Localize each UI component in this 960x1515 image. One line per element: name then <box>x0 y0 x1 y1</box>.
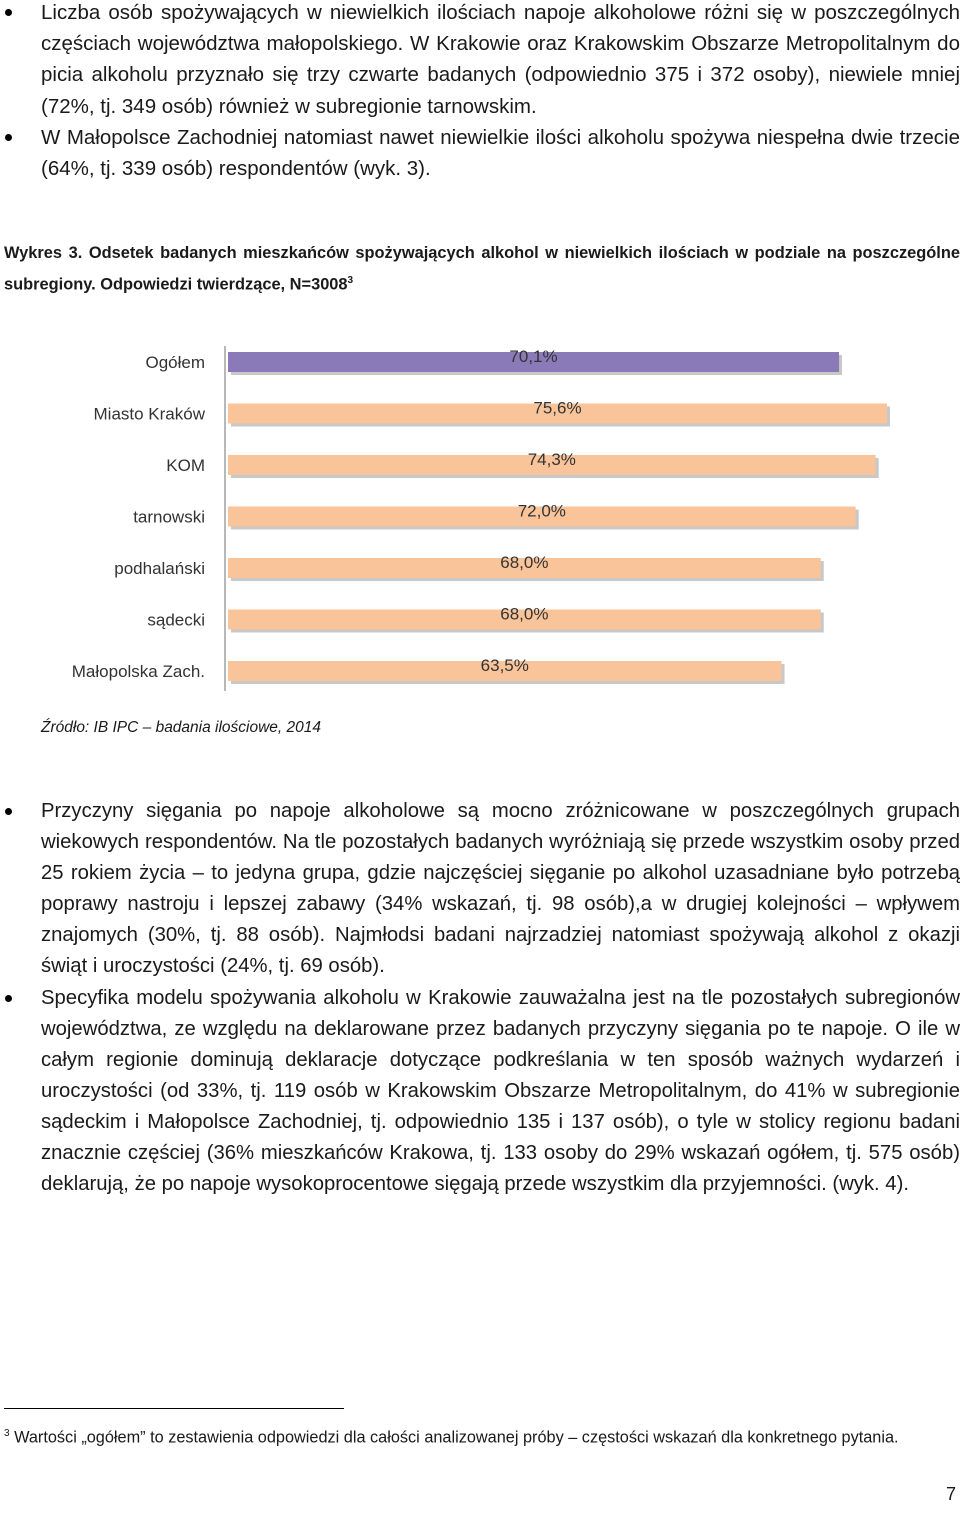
data-label: 70,1% <box>509 347 558 366</box>
data-label: 72,0% <box>517 501 566 521</box>
category-label: tarnowski <box>133 507 205 527</box>
category-label: Małopolska Zach. <box>71 662 205 681</box>
data-label: 68,0% <box>500 604 549 624</box>
top-bullet-list <box>0 0 960 184</box>
bullet-text: Specyfika modelu spożywania alkoholu w Krakowie zauważalna jest na tle pozostałych subregionów województwa, ze względu na deklarowane przez badanych przyczyny sięgania po te napoje. O ile w całym regionie dominują deklaracje dotyczące podkreślania w ten sposób ważnych wydarzeń i uroczystości (od 33%, tj. 119 osób w Krakowskim Obszarze Metropolitalnym, do 41% w subregionie sądeckim i Małopolsce Zachodniej, tj. odpowiednio 135 i 137 osób), o tyle w stolicy regionu badani znacznie częściej (36% mieszkańców Krakowa, tj. 133 osoby do 29% wskazań ogółem, tj. 575 osób) deklarują, że po napoje wysokoprocentowe sięgają przede wszystkim dla przyjemności. (wyk. 4). <box>41 986 960 1196</box>
data-label: 75,6% <box>533 398 582 418</box>
bar-chart <box>0 330 960 700</box>
page-number: 7 <box>945 1484 956 1504</box>
bullet-item <box>0 0 960 122</box>
chart-caption <box>4 240 960 298</box>
category-label: Ogółem <box>145 353 205 372</box>
footnote-number: 3 <box>4 1428 10 1439</box>
caption-text: Wykres 3. Odsetek badanych mieszkańców spożywających alkohol w niewielkich ilościach w podziale na poszczególne subregiony. Odpowiedzi twierdzące, N=3008 <box>4 244 960 294</box>
bullet-text: Liczba osób spożywających w niewielkich ilościach napoje alkoholowe różni się w poszczególnych częściach województwa małopolskiego. W Krakowie oraz Krakowskim Obszarze Metropolitalnym do picia alkoholu przyznało się trzy czwarte badanych (odpowiednio 375 i 372 osoby), niewiele mniej (72%, tj. 349 osób) również w subregionie tarnowskim. <box>41 1 960 118</box>
bullet-item <box>0 983 960 1201</box>
bottom-bullet-list <box>0 796 960 1200</box>
footnote-ref: 3 <box>347 275 354 286</box>
source-note: Źródło: IB IPC – badania ilościowe, 2014 <box>41 719 322 736</box>
footnote-text: Wartości „ogółem” to zestawienia odpowiedzi dla całości analizowanej próby – częstości wskazań dla konkretnego pytania. <box>14 1428 899 1447</box>
category-label: podhalański <box>114 559 205 578</box>
bullet-text: Przyczyny sięgania po napoje alkoholowe są mocno zróżnicowane w poszczególnych grupach wiekowych respondentów. Na tle pozostałych badanych wyróżniają się przede wszystkim osoby przed 25 rokiem życia – to jedyna grupa, gdzie najczęściej sięganie po alkohol uzasadniane było potrzebą poprawy nastroju i lepszej zabawy (34% wskazań, tj. 98 osób),a w drugiej kolejności – wpływem znajomych (30%, tj. 88 osób). Najmłodsi badani najrzadziej natomiast spożywają alkohol z okazji świąt i uroczystości (24%, tj. 69 osób). <box>41 800 960 978</box>
category-label: sądecki <box>147 610 205 630</box>
bullet-item <box>0 122 960 184</box>
category-label: KOM <box>166 456 205 475</box>
bullet-item <box>0 796 960 983</box>
footnote-divider <box>4 1408 344 1409</box>
category-label: Miasto Kraków <box>93 404 205 424</box>
bullet-text: W Małopolsce Zachodniej natomiast nawet niewielkie ilości alkoholu spożywa niespełna dwie trzecie (64%, tj. 339 osób) respondentów (wyk. 3). <box>41 125 960 181</box>
data-label: 74,3% <box>527 450 576 469</box>
footnote <box>4 1420 934 1451</box>
data-label: 68,0% <box>500 553 549 572</box>
data-label: 63,5% <box>480 656 529 675</box>
